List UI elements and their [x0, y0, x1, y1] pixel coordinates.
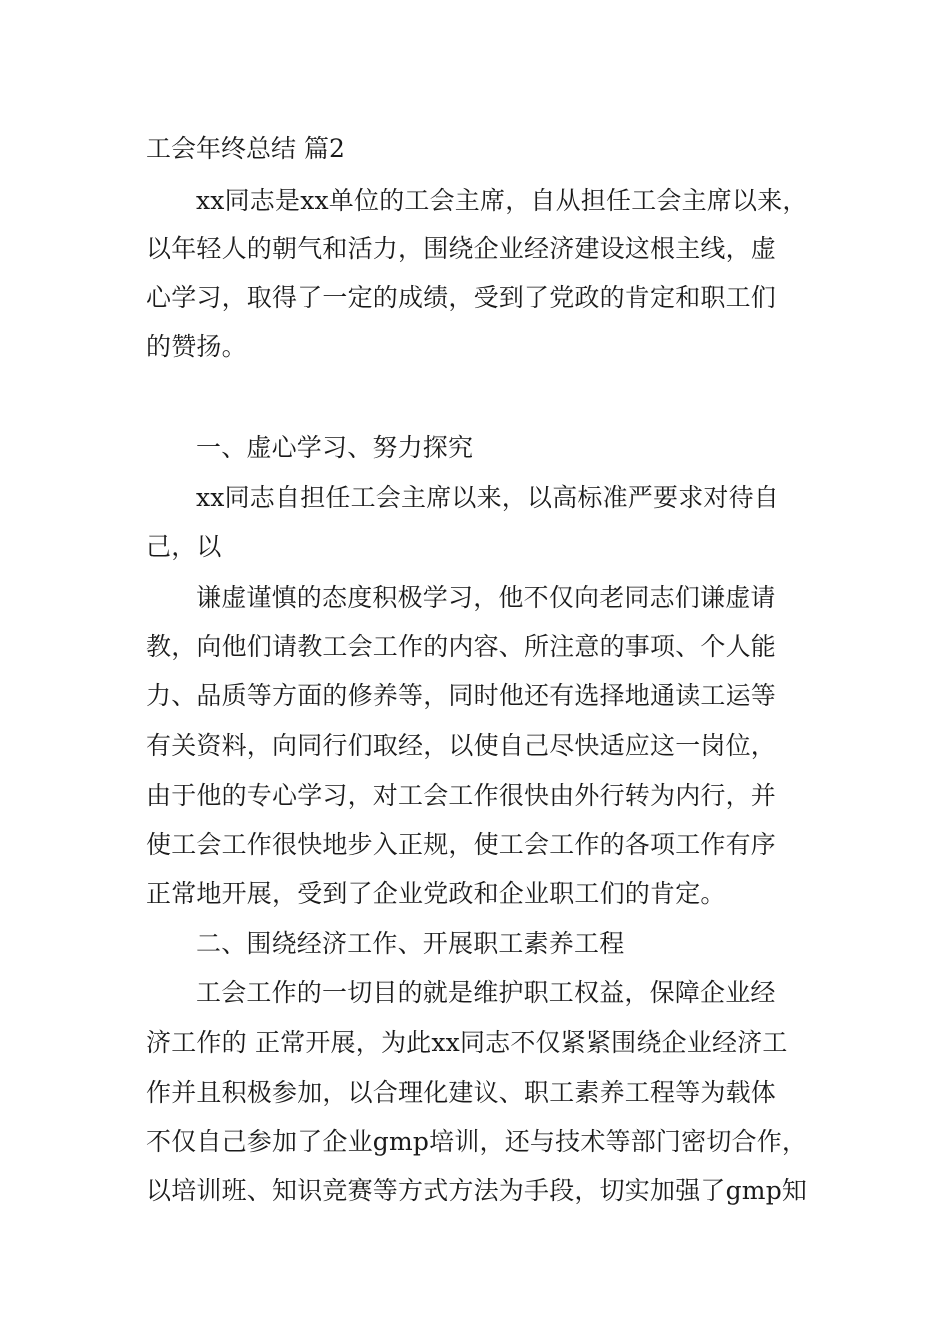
document-title: 工会年终总结 篇2	[146, 134, 345, 163]
paragraph-line: 不仅自己参加了企业gmp培训，还与技术等部门密切合作，	[146, 1127, 808, 1156]
paragraph-line: 谦虚谨慎的态度积极学习，他不仅向老同志们谦虚请	[196, 583, 776, 612]
paragraph-line: 以培训班、知识竞赛等方式方法为手段，切实加强了gmp知	[146, 1176, 808, 1205]
paragraph-line: 正常地开展，受到了企业党政和企业职工们的肯定。	[146, 879, 726, 908]
paragraph-line: 己，以	[146, 532, 222, 561]
paragraph-line: xx同志自担任工会主席以来，以高标准严要求对待自	[196, 483, 780, 512]
section-heading-2: 二、围绕经济工作、开展职工素养工程	[196, 929, 625, 958]
paragraph-line: 的赞扬。	[146, 332, 247, 361]
paragraph-line: xx同志是xx单位的工会主席，自从担任工会主席以来，	[196, 186, 808, 215]
paragraph-line: 心学习，取得了一定的成绩，受到了党政的肯定和职工们	[146, 283, 777, 312]
paragraph-line: 使工会工作很快地步入正规，使工会工作的各项工作有序	[146, 830, 777, 859]
paragraph-line: 工会工作的一切目的就是维护职工权益，保障企业经	[196, 978, 776, 1007]
paragraph-line: 作并且积极参加，以合理化建议、职工素养工程等为载体	[146, 1078, 777, 1107]
section-heading-1: 一、虚心学习、努力探究	[196, 433, 474, 462]
paragraph-line: 济工作的 正常开展，为此xx同志不仅紧紧围绕企业经济工	[146, 1028, 788, 1057]
paragraph-line: 有关资料，向同行们取经，以使自己尽快适应这一岗位，	[146, 731, 777, 760]
paragraph-line: 以年轻人的朝气和活力，围绕企业经济建设这根主线，虚	[146, 234, 777, 263]
paragraph-line: 由于他的专心学习，对工会工作很快由外行转为内行，并	[146, 781, 777, 810]
paragraph-line: 教，向他们请教工会工作的内容、所注意的事项、个人能	[146, 632, 777, 661]
paragraph-line: 力、品质等方面的修养等，同时他还有选择地通读工运等	[146, 681, 777, 710]
